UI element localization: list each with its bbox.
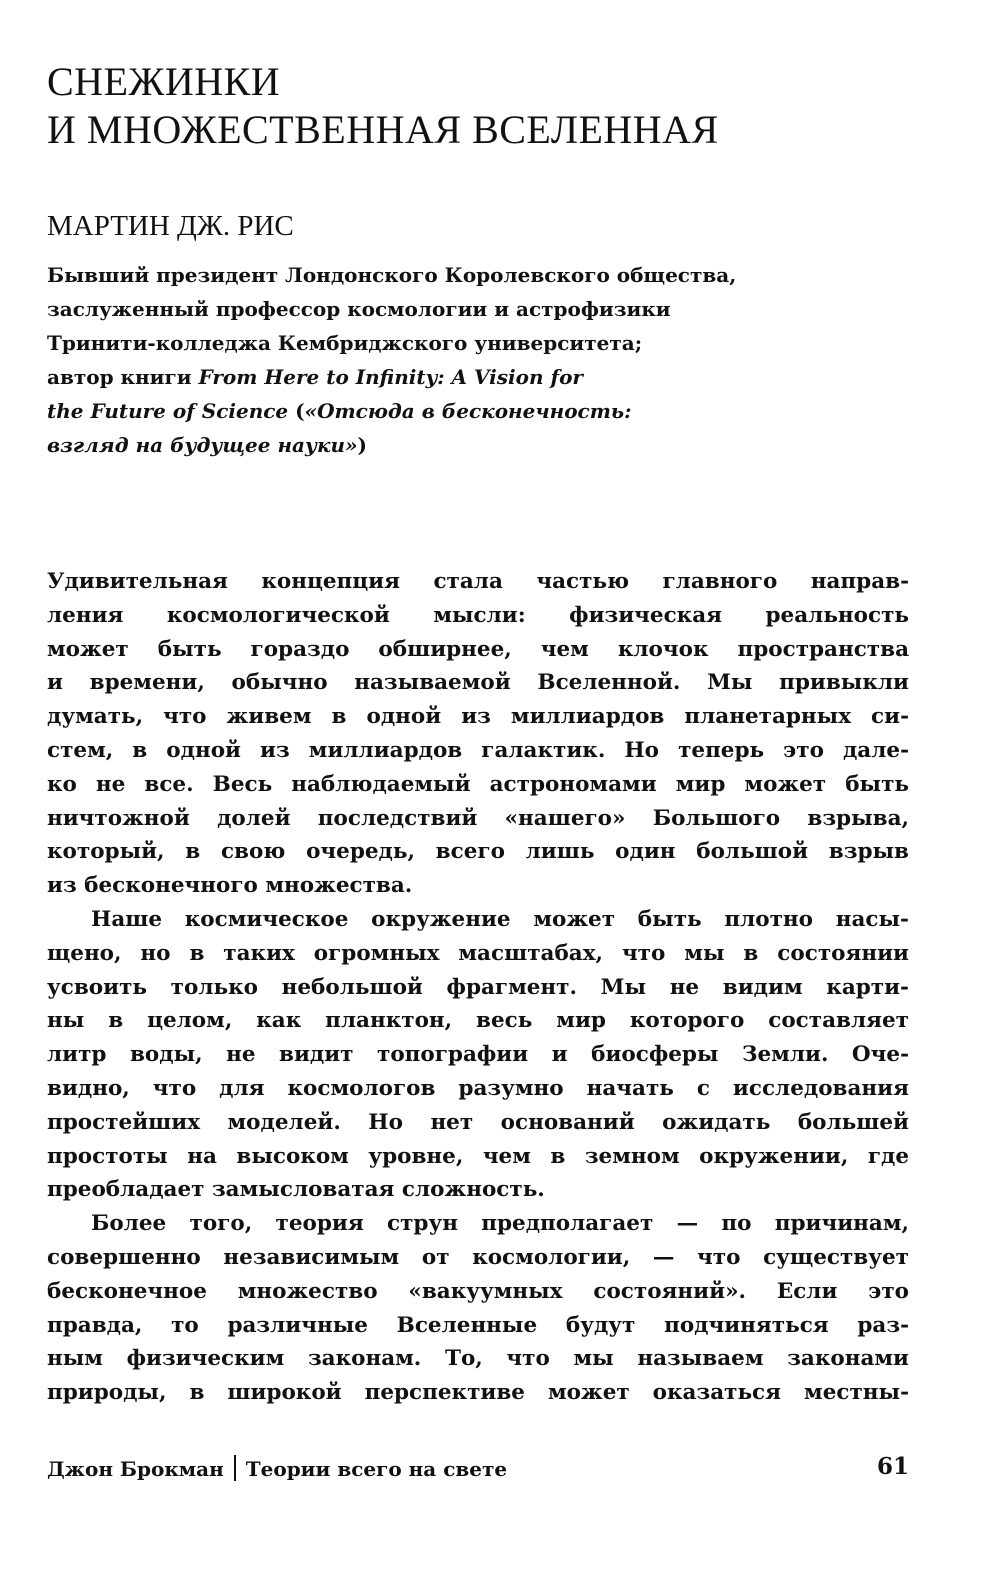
article-body (47, 565, 909, 1410)
book-page (47, 0, 909, 1581)
chapter-title-line-2: И МНОЖЕСТВЕННАЯ ВСЕЛЕННАЯ (47, 107, 719, 152)
text-line: природы, в широкой перспективе может оказаться местны- (47, 1380, 909, 1406)
text-line: ны в целом, как планктон, весь мир которого составляет (47, 1008, 909, 1034)
book-title-english: From Here to Infinity: A Vision for (198, 365, 583, 389)
book-title-russian-cont: взгляд на будущее науки» (47, 433, 358, 457)
bio-text: ( (288, 399, 305, 423)
text-line: и времени, обычно называемой Вселенной. Мы привыкли (47, 670, 909, 696)
bio-line (47, 360, 909, 394)
text-line: Наше космическое окружение может быть плотно насы- (91, 906, 909, 932)
page-number: 61 (876, 1453, 909, 1480)
bio-text: ) (357, 433, 367, 457)
chapter-title-line-1: СНЕЖИНКИ (47, 59, 281, 104)
text-line: совершенно независимым от космологии, — что существует (47, 1244, 909, 1270)
text-line: ничтожной долей последствий «нашего» Большого взрыва, (47, 805, 909, 831)
text-line: ко не все. Весь наблюдаемый астрономами мир может быть (47, 771, 909, 797)
text-line: литр воды, не видит топографии и биосферы Земли. Оче- (47, 1042, 909, 1068)
footer-author: Джон Брокман (47, 1457, 224, 1481)
text-line: думать, что живем в одной из миллиардов планетарных си- (47, 704, 909, 730)
book-title-russian: «Отсюда в бесконечность: (304, 399, 632, 423)
text-line: щено, но в таких огромных масштабах, что мы в состоянии (47, 940, 909, 966)
text-line: видно, что для космологов разумно начать с исследования (47, 1075, 909, 1101)
paragraph-2 (47, 903, 909, 1207)
text-line: Удивительная концепция стала частью главного направ- (47, 569, 909, 594)
text-line: из бесконечного множества. (47, 873, 413, 899)
bio-text: автор книги (47, 365, 199, 389)
book-title-english-cont: the Future of Science (47, 399, 289, 423)
paragraph-3 (47, 1207, 909, 1410)
text-line: правда, то различные Вселенные будут подчиняться раз- (47, 1312, 909, 1338)
bio-line (47, 428, 909, 462)
text-line: простейших моделей. Но нет оснований ожидать большей (47, 1109, 909, 1135)
paragraph-1 (47, 565, 909, 903)
text-line: ным физическим законам. То, что мы называем законами (47, 1346, 909, 1372)
page-footer (47, 1452, 909, 1486)
author-name: МАРТИН ДЖ. РИС (47, 210, 294, 242)
chapter-title (47, 58, 909, 154)
text-line: который, в свою очередь, всего лишь один большой взрыв (47, 839, 909, 865)
text-line: усвоить только небольшой фрагмент. Мы не видим карти- (47, 974, 909, 1000)
bio-line: Тринити-колледжа Кембриджского университета; (47, 331, 643, 355)
text-line: ления космологической мысли: физическая реальность (47, 602, 909, 628)
text-line: стем, в одной из миллиардов галактик. Но теперь это дале- (47, 737, 909, 763)
running-footer (47, 1452, 507, 1486)
footer-separator (234, 1455, 236, 1481)
footer-book-title: Теории всего на свете (245, 1457, 508, 1481)
bio-line: заслуженный профессор космологии и астрофизики (47, 297, 671, 321)
author-bio (47, 258, 909, 462)
text-line: простоты на высоком уровне, чем в земном окружении, где (47, 1143, 909, 1169)
bio-line: Бывший президент Лондонского Королевского общества, (47, 263, 737, 287)
text-line: может быть гораздо обширнее, чем клочок пространства (47, 636, 909, 662)
text-line: Более того, теория струн предполагает — по причинам, (91, 1211, 909, 1237)
text-line: преобладает замысловатая сложность. (47, 1177, 545, 1203)
bio-line (47, 394, 909, 428)
text-line: бесконечное множество «вакуумных состояний». Если это (47, 1278, 909, 1304)
